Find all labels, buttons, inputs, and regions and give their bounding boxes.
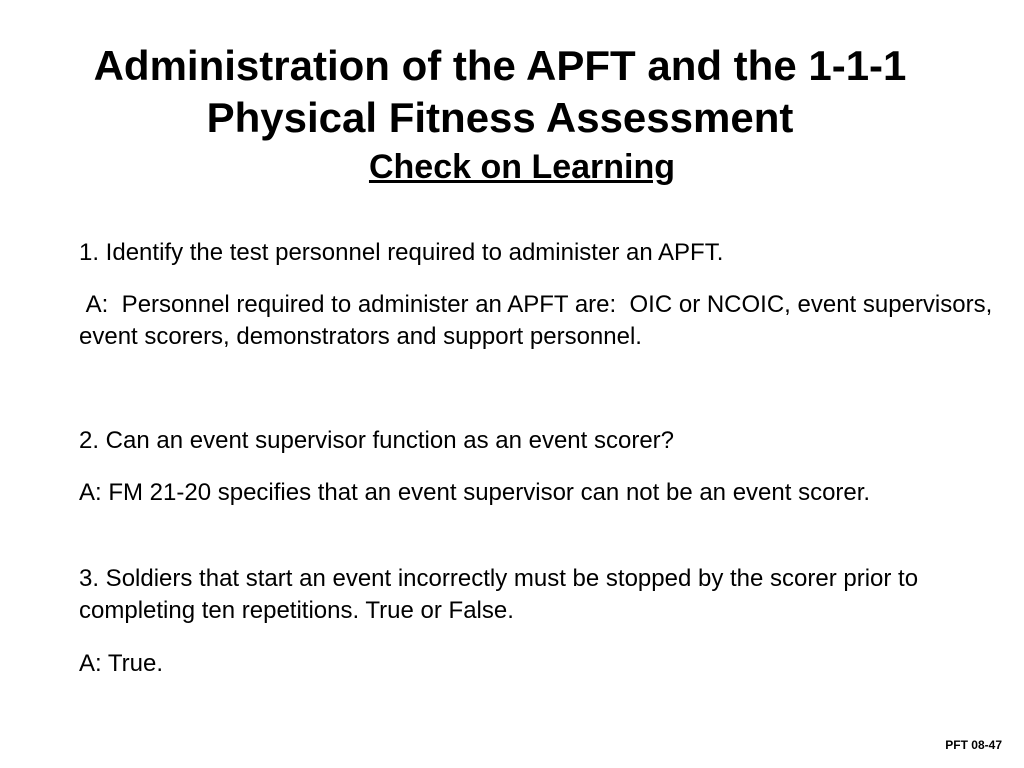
question-2: 2. Can an event supervisor function as an event scorer? [79, 427, 675, 454]
answer-3: A: True. [79, 650, 164, 677]
slide-number: PFT 08-47 [945, 738, 1002, 752]
question-3: 3. Soldiers that start an event incorrectly must be stopped by the scorer prior to completing ten repetitions. True or False. [79, 565, 919, 624]
title-line-2: Physical Fitness Assessment [206, 94, 794, 141]
slide-title [0, 40, 1000, 144]
answer-2: A: FM 21-20 specifies that an event supervisor can not be an event scorer. [79, 479, 871, 506]
question-1: 1. Identify the test personnel required to administer an APFT. [79, 239, 724, 266]
title-line-1: Administration of the APFT and the 1-1-1 [93, 42, 907, 89]
answer-1: A: Personnel required to administer an APFT are: OIC or NCOIC, event supervisors, event scorers, demonstrators and support personnel. [79, 291, 999, 350]
section-heading: Check on Learning [368, 148, 676, 186]
